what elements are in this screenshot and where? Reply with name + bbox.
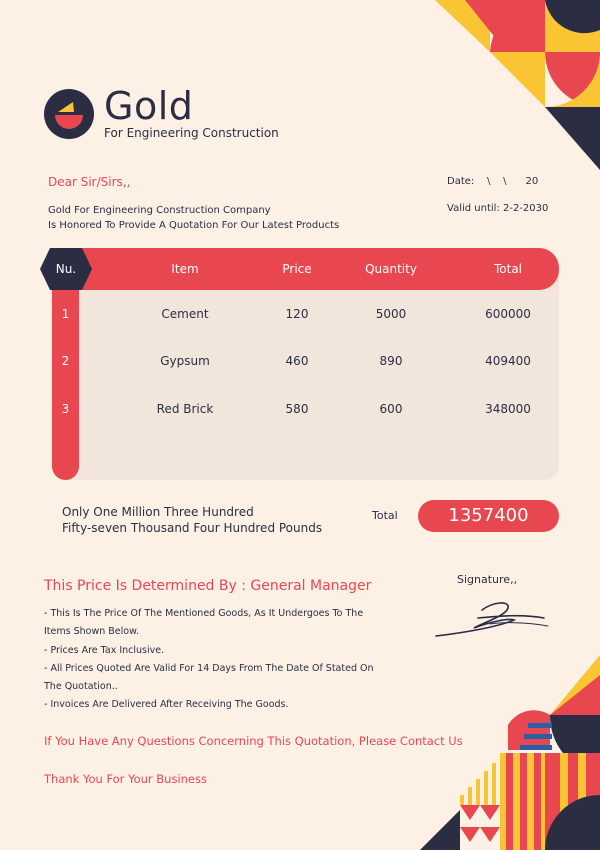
row-number: 3: [61, 402, 70, 416]
intro-line: Gold For Engineering Construction Company: [48, 205, 271, 216]
note-line: - Invoices Are Delivered After Receiving The Goods.: [44, 699, 289, 711]
cell-price: 460: [285, 354, 309, 368]
cell-quantity: 600: [379, 402, 403, 416]
amount-words-line: Only One Million Three Hundred: [62, 505, 254, 519]
header-total: Total: [493, 262, 523, 276]
thanks-message: Thank You For Your Business: [44, 772, 207, 786]
row-number: 2: [61, 354, 70, 368]
greeting: Dear Sir/Sirs,,: [48, 175, 131, 189]
header-item: Item: [171, 262, 199, 276]
valid-until: Valid until: 2-2-2030: [447, 203, 549, 214]
cell-quantity: 890: [379, 354, 403, 368]
amount-in-words: [62, 504, 322, 536]
cell-price: 580: [285, 402, 309, 416]
header-num: Nu.: [55, 262, 77, 276]
company-name: Gold: [104, 84, 194, 128]
determined-by: This Price Is Determined By : General Manager: [44, 578, 372, 594]
cell-item: Gypsum: [160, 354, 210, 368]
note-line: - All Prices Quoted Are Valid For 14 Days From The Date Of Stated On: [44, 662, 374, 674]
header-quantity: Quantity: [365, 262, 417, 276]
top-right-decoration: [435, 0, 600, 170]
intro-text: [48, 203, 339, 233]
total-label: Total: [372, 509, 398, 522]
total-value: 1357400: [418, 500, 559, 532]
cell-total: 600000: [485, 307, 531, 321]
cell-item: Red Brick: [156, 402, 214, 416]
bottom-right-decoration: [420, 655, 600, 850]
cell-price: 120: [285, 307, 309, 321]
cell-item: Cement: [161, 307, 209, 321]
cell-total: 348000: [485, 402, 531, 416]
date-field: Date: \ \ 20: [447, 176, 539, 187]
cell-quantity: 5000: [375, 307, 407, 321]
cell-total: 409400: [485, 354, 531, 368]
row-number: 1: [61, 307, 70, 321]
note-line: Items Shown Below.: [44, 626, 139, 638]
signature-label: Signature,,: [457, 573, 518, 586]
note-line: - Prices Are Tax Inclusive.: [44, 644, 165, 656]
table-body: [52, 262, 559, 480]
bowl-logo-icon: [44, 89, 94, 139]
amount-words-line: Fifty-seven Thousand Four Hundred Pounds: [62, 521, 323, 535]
company-tagline: For Engineering Construction: [104, 126, 279, 140]
intro-line: Is Honored To Provide A Quotation For Our Latest Products: [48, 220, 340, 231]
note-line: - This Is The Price Of The Mentioned Goods, As It Undergoes To The: [44, 608, 364, 619]
questions-contact: If You Have Any Questions Concerning This Quotation, Please Contact Us: [44, 734, 463, 748]
number-column-strip: [52, 262, 79, 480]
notes-list: [44, 605, 374, 715]
header-price: Price: [282, 262, 312, 276]
signature-image: [430, 596, 550, 640]
note-line: The Quotation..: [44, 681, 118, 693]
